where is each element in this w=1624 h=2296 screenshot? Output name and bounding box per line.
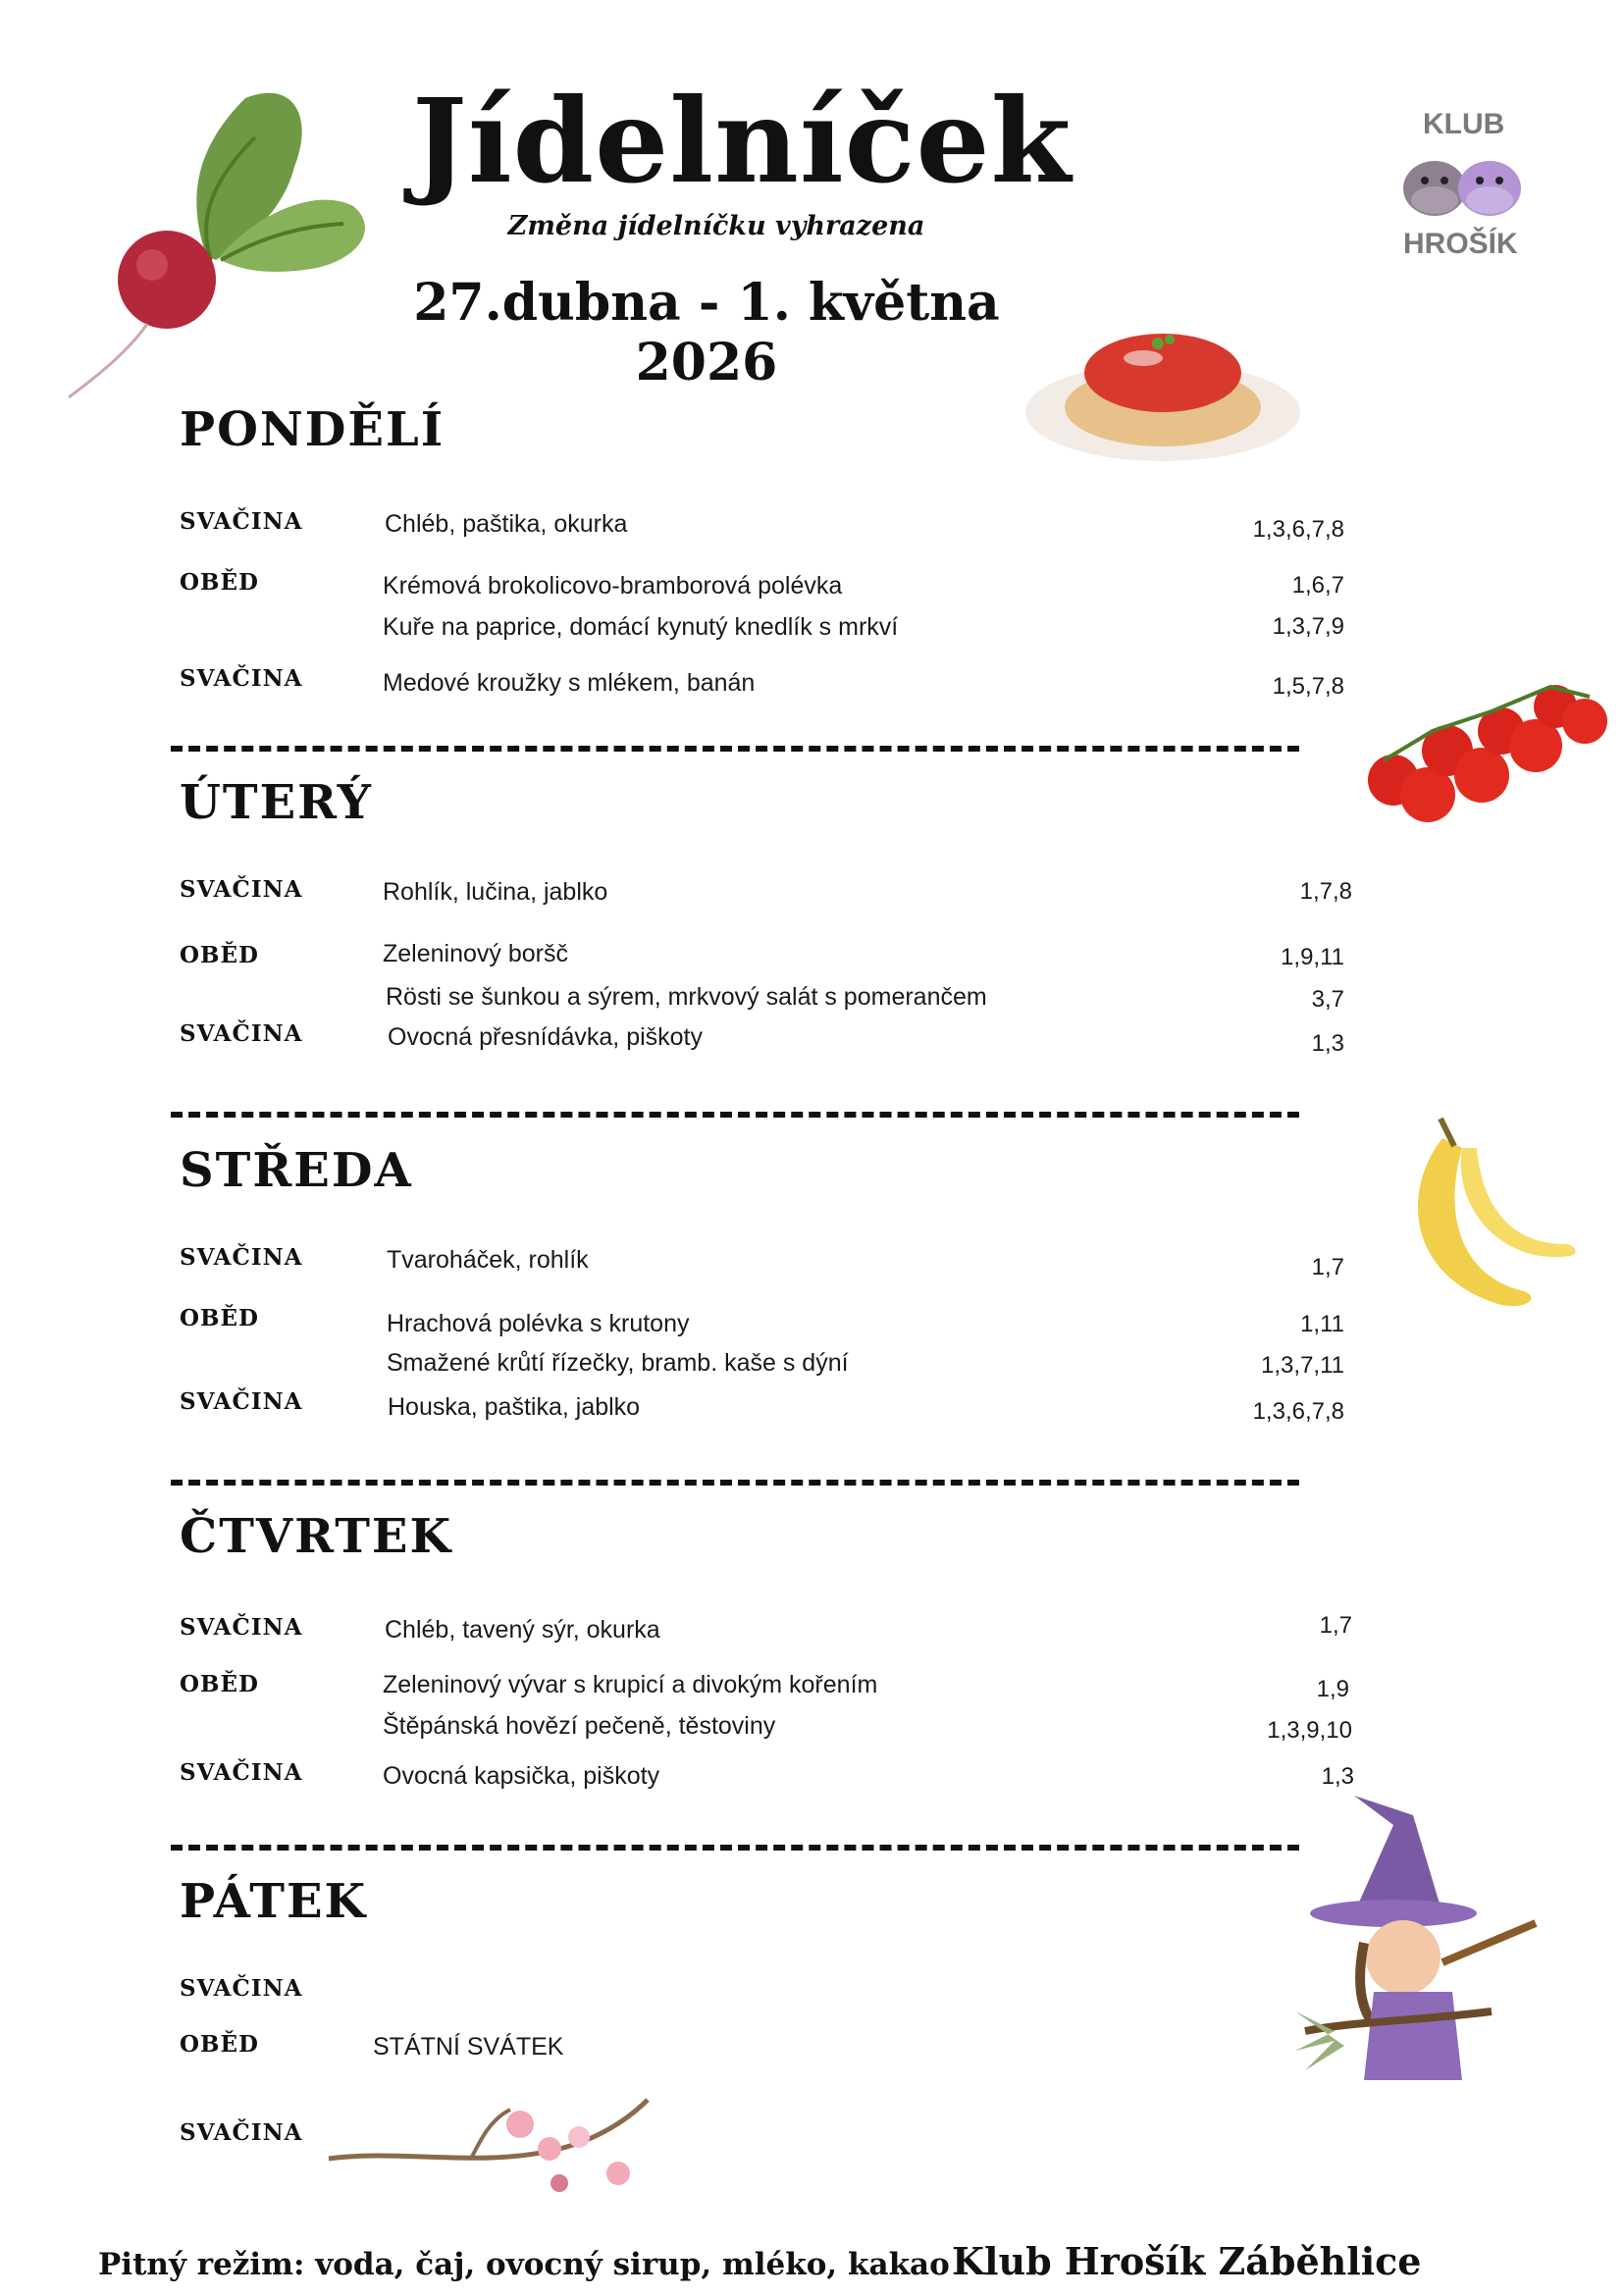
dish-text: Štěpánská hovězí pečeně, těstoviny	[383, 1712, 776, 1740]
label-lunch: OBĚD	[180, 2031, 259, 2058]
radish-illustration	[59, 59, 393, 402]
allergens-text: 1,3,9,10	[1267, 1717, 1352, 1744]
dish-text: Zeleninový vývar s krupicí a divokým kořením	[383, 1671, 878, 1698]
cherry-blossom-branch-illustration	[324, 2080, 657, 2218]
allergens-text: 1,3,7,11	[1261, 1352, 1344, 1379]
day-heading-tuesday: ÚTERÝ	[180, 775, 373, 830]
label-snack: SVAČINA	[180, 1975, 303, 2002]
day-heading-monday: PONDĚLÍ	[180, 402, 445, 457]
dish-text: Rösti se šunkou a sýrem, mrkvový salát s pomerančem	[386, 983, 987, 1011]
holiday-text: STÁTNÍ SVÁTEK	[373, 2033, 564, 2061]
label-snack: SVAČINA	[180, 665, 303, 692]
label-snack: SVAČINA	[180, 1244, 303, 1271]
page-subtitle: Změna jídelníčku vyhrazena	[507, 211, 925, 241]
allergens-text: 1,3,6,7,8	[1252, 1398, 1344, 1425]
section-divider	[171, 1112, 1299, 1118]
dish-text: Houska, paštika, jablko	[388, 1393, 641, 1421]
date-range: 27.dubna - 1. května 2026	[413, 273, 1000, 392]
allergens-text: 1,5,7,8	[1272, 673, 1344, 700]
witch-illustration	[1295, 1796, 1550, 2110]
label-snack: SVAČINA	[180, 508, 303, 535]
dish-text: Hrachová polévka s krutony	[387, 1310, 690, 1337]
logo-line2: HROŠÍK	[1403, 228, 1518, 260]
day-heading-thursday: ČTVRTEK	[180, 1509, 453, 1564]
allergens-text: 1,11	[1300, 1311, 1344, 1337]
label-lunch: OBĚD	[180, 569, 259, 596]
dish-text: Kuře na paprice, domácí kynutý knedlík s mrkví	[383, 613, 899, 641]
page-title: Jídelníček	[412, 73, 1073, 209]
dish-text: Medové kroužky s mlékem, banán	[383, 669, 756, 697]
label-snack: SVAČINA	[180, 2119, 303, 2146]
dish-text: Chléb, tavený sýr, okurka	[385, 1616, 660, 1644]
day-heading-wednesday: STŘEDA	[180, 1143, 413, 1198]
bananas-illustration	[1384, 1109, 1580, 1315]
logo-line1: KLUB	[1423, 108, 1505, 140]
tomatoes-illustration	[1354, 667, 1609, 844]
dish-text: Smažené krůtí řízečky, bramb. kaše s dýní	[387, 1349, 849, 1377]
hippo-icon	[1393, 149, 1531, 223]
label-lunch: OBĚD	[180, 1305, 259, 1331]
allergens-text: 1,6,7	[1291, 572, 1344, 599]
label-snack: SVAČINA	[180, 1388, 303, 1415]
label-snack: SVAČINA	[180, 876, 303, 903]
allergens-text: 1,3	[1311, 1030, 1344, 1057]
allergens-text: 1,3,7,9	[1272, 613, 1344, 640]
day-heading-friday: PÁTEK	[180, 1874, 368, 1929]
allergens-text: 1,7,8	[1299, 878, 1352, 905]
dish-text: Rohlík, lučina, jablko	[383, 878, 608, 906]
label-snack: SVAČINA	[180, 1759, 303, 1786]
section-divider	[171, 1480, 1299, 1486]
label-snack: SVAČINA	[180, 1020, 303, 1047]
dish-text: Ovocná přesnídávka, piškoty	[388, 1023, 703, 1051]
dish-text: Tvaroháček, rohlík	[387, 1246, 589, 1274]
label-snack: SVAČINA	[180, 1614, 303, 1641]
label-lunch: OBĚD	[180, 1671, 259, 1697]
allergens-text: 1,9	[1316, 1676, 1349, 1702]
drinks-note: Pitný režim: voda, čaj, ovocný sirup, mléko, kakao	[98, 2247, 950, 2282]
club-name: Klub Hrošík Záběhlice	[952, 2239, 1422, 2283]
allergens-text: 3,7	[1311, 986, 1344, 1013]
allergens-text: 1,3,6,7,8	[1252, 516, 1344, 543]
dish-text: Chléb, paštika, okurka	[385, 510, 628, 538]
allergens-text: 1,9,11	[1281, 944, 1344, 970]
label-lunch: OBĚD	[180, 942, 259, 968]
dish-text: Krémová brokolicovo-bramborová polévka	[383, 572, 843, 600]
section-divider	[171, 1845, 1299, 1851]
allergens-text: 1,7	[1319, 1612, 1352, 1639]
section-divider	[171, 746, 1299, 752]
dish-text: Zeleninový boršč	[383, 940, 568, 967]
allergens-text: 1,7	[1311, 1254, 1344, 1280]
dish-text: Ovocná kapsička, piškoty	[383, 1762, 660, 1790]
spaghetti-illustration	[1021, 314, 1305, 471]
allergens-text: 1,3	[1321, 1763, 1354, 1790]
